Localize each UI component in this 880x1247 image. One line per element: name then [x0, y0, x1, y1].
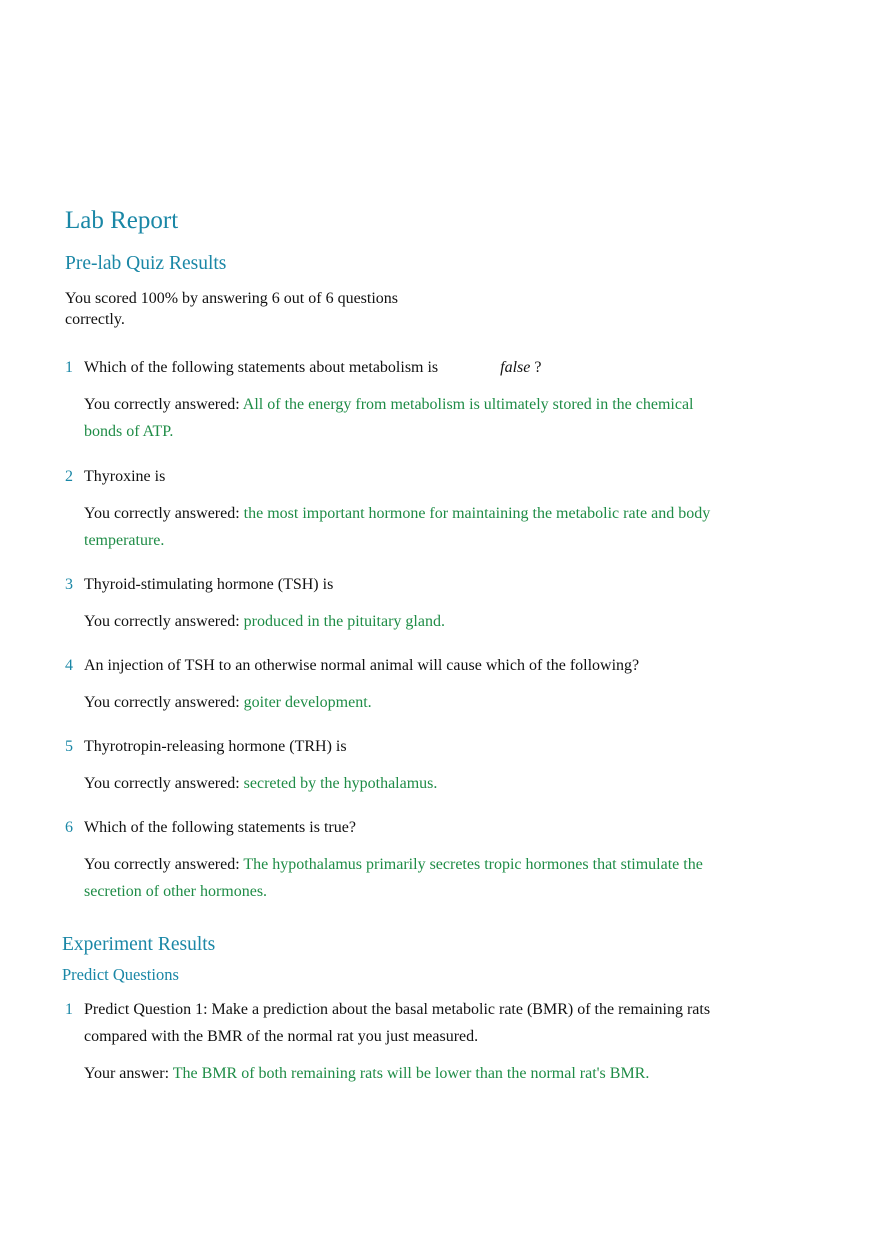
emphasis-word: false	[500, 359, 531, 376]
answer-text: produced in the pituitary gland.	[243, 613, 445, 630]
quiz-question-4	[65, 652, 745, 716]
answer-prefix: You correctly answered:	[84, 775, 240, 792]
quiz-question-5	[65, 733, 745, 797]
experiment-heading: Experiment Results	[62, 934, 216, 955]
answer-text: The hypothalamus primarily secretes tropic hormones that stimulate the secretion of other hormones.	[84, 856, 703, 900]
quiz-question-2	[65, 463, 745, 554]
answer-text: goiter development.	[243, 694, 372, 711]
question-text: An injection of TSH to an otherwise normal animal will cause which of the following?	[84, 657, 640, 674]
answer-prefix: You correctly answered:	[84, 505, 240, 522]
question-number: 2	[65, 468, 73, 485]
answer-prefix: Your answer:	[84, 1065, 170, 1082]
question-suffix: ?	[530, 359, 542, 376]
question-text: Predict Question 1: Make a prediction about the basal metabolic rate (BMR) of the remaining rats compared with the BMR of the normal rat you just measured.	[84, 1001, 711, 1045]
answer	[84, 1060, 724, 1087]
score-summary: You scored 100% by answering 6 out of 6 questions correctly.	[65, 290, 399, 328]
answer	[84, 608, 704, 635]
question-number: 1	[65, 1001, 73, 1018]
answer-prefix: You correctly answered:	[84, 694, 240, 711]
question-text: Thyroid-stimulating hormone (TSH) is	[84, 576, 334, 593]
question-number: 6	[65, 819, 73, 836]
question-number: 3	[65, 576, 73, 593]
answer	[84, 500, 724, 554]
question-text: Thyroxine is	[84, 468, 166, 485]
answer-text: All of the energy from metabolism is ultimately stored in the chemical bonds of ATP.	[84, 396, 694, 440]
quiz-question-1	[65, 354, 745, 445]
answer-prefix: You correctly answered:	[84, 613, 240, 630]
question-text: Which of the following statements about metabolism is	[84, 359, 439, 376]
answer	[84, 851, 704, 905]
answer	[84, 770, 704, 797]
answer-prefix: You correctly answered:	[84, 856, 240, 873]
question-text: Thyrotropin-releasing hormone (TRH) is	[84, 738, 347, 755]
question-number: 5	[65, 738, 73, 755]
answer	[84, 391, 704, 445]
answer-prefix: You correctly answered:	[84, 396, 240, 413]
prelab-heading: Pre-lab Quiz Results	[65, 253, 227, 274]
answer-text: secreted by the hypothalamus.	[243, 775, 438, 792]
answer	[84, 689, 704, 716]
answer-text: the most important hormone for maintaining the metabolic rate and body temperature.	[84, 505, 711, 549]
page-title: Lab Report	[65, 207, 179, 234]
question-number: 4	[65, 657, 73, 674]
predict-question-1	[65, 996, 755, 1087]
quiz-question-3	[65, 571, 745, 635]
quiz-question-6	[65, 814, 745, 905]
question-text: Which of the following statements is true?	[84, 819, 356, 836]
question-number: 1	[65, 359, 73, 376]
predict-subheading: Predict Questions	[62, 965, 179, 984]
answer-text: The BMR of both remaining rats will be lower than the normal rat's BMR.	[172, 1065, 650, 1082]
